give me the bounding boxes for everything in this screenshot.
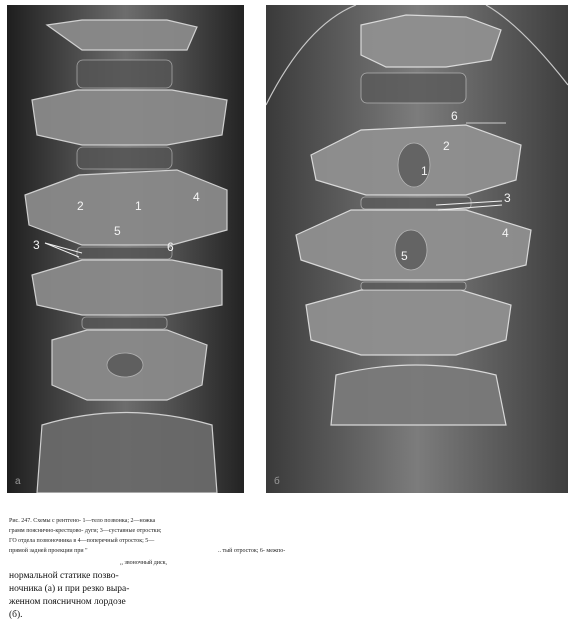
panel-a-label-1: 1 xyxy=(135,199,142,213)
panel-a-label-3: 3 xyxy=(33,238,40,252)
xray-drawing-b xyxy=(266,5,568,493)
caption-line-2: грамм пояснично-крестцово- дуги; 3—суставные отростки; xyxy=(9,528,162,534)
xray-drawing-a xyxy=(7,5,244,493)
caption-line-8: женном поясничном лордозе xyxy=(9,597,126,607)
panel-a-letter: а xyxy=(15,476,21,487)
caption-line-9: (б). xyxy=(9,610,23,620)
caption-line-5: ,, звоночный диск, xyxy=(120,560,168,566)
panel-a-label-4: 4 xyxy=(193,190,200,204)
panel-b-label-4: 4 xyxy=(502,226,509,240)
caption-line-3: ГО отдела позвоночника в 4—поперечный отросток; 5— xyxy=(9,538,155,544)
panel-b-label-2: 2 xyxy=(443,139,450,153)
panel-a-label-2: 2 xyxy=(77,199,84,213)
panel-b-label-1: 1 xyxy=(421,164,428,178)
panel-b-letter: б xyxy=(274,476,280,487)
caption-line-7: ночника (а) и при резко выра- xyxy=(9,584,130,594)
panel-b-label-6: 6 xyxy=(451,109,458,123)
panel-a-label-6: 6 xyxy=(167,240,174,254)
caption-line-4b: .. тый отросток; 6- межпо- xyxy=(218,548,286,554)
xray-panel-b xyxy=(266,5,568,493)
panel-b-label-5: 5 xyxy=(401,249,408,263)
panel-b-label-3: 3 xyxy=(504,191,511,205)
caption-line-1: Рис. 247. Схемы с рентгено- 1—тело позвонка; 2—ножка xyxy=(9,518,156,524)
caption-line-4a: прямой задней проекции при " xyxy=(9,548,88,554)
xray-panel-a xyxy=(7,5,244,493)
caption-line-6: нормальной статике позво- xyxy=(9,571,119,581)
panel-a-label-5: 5 xyxy=(114,224,121,238)
